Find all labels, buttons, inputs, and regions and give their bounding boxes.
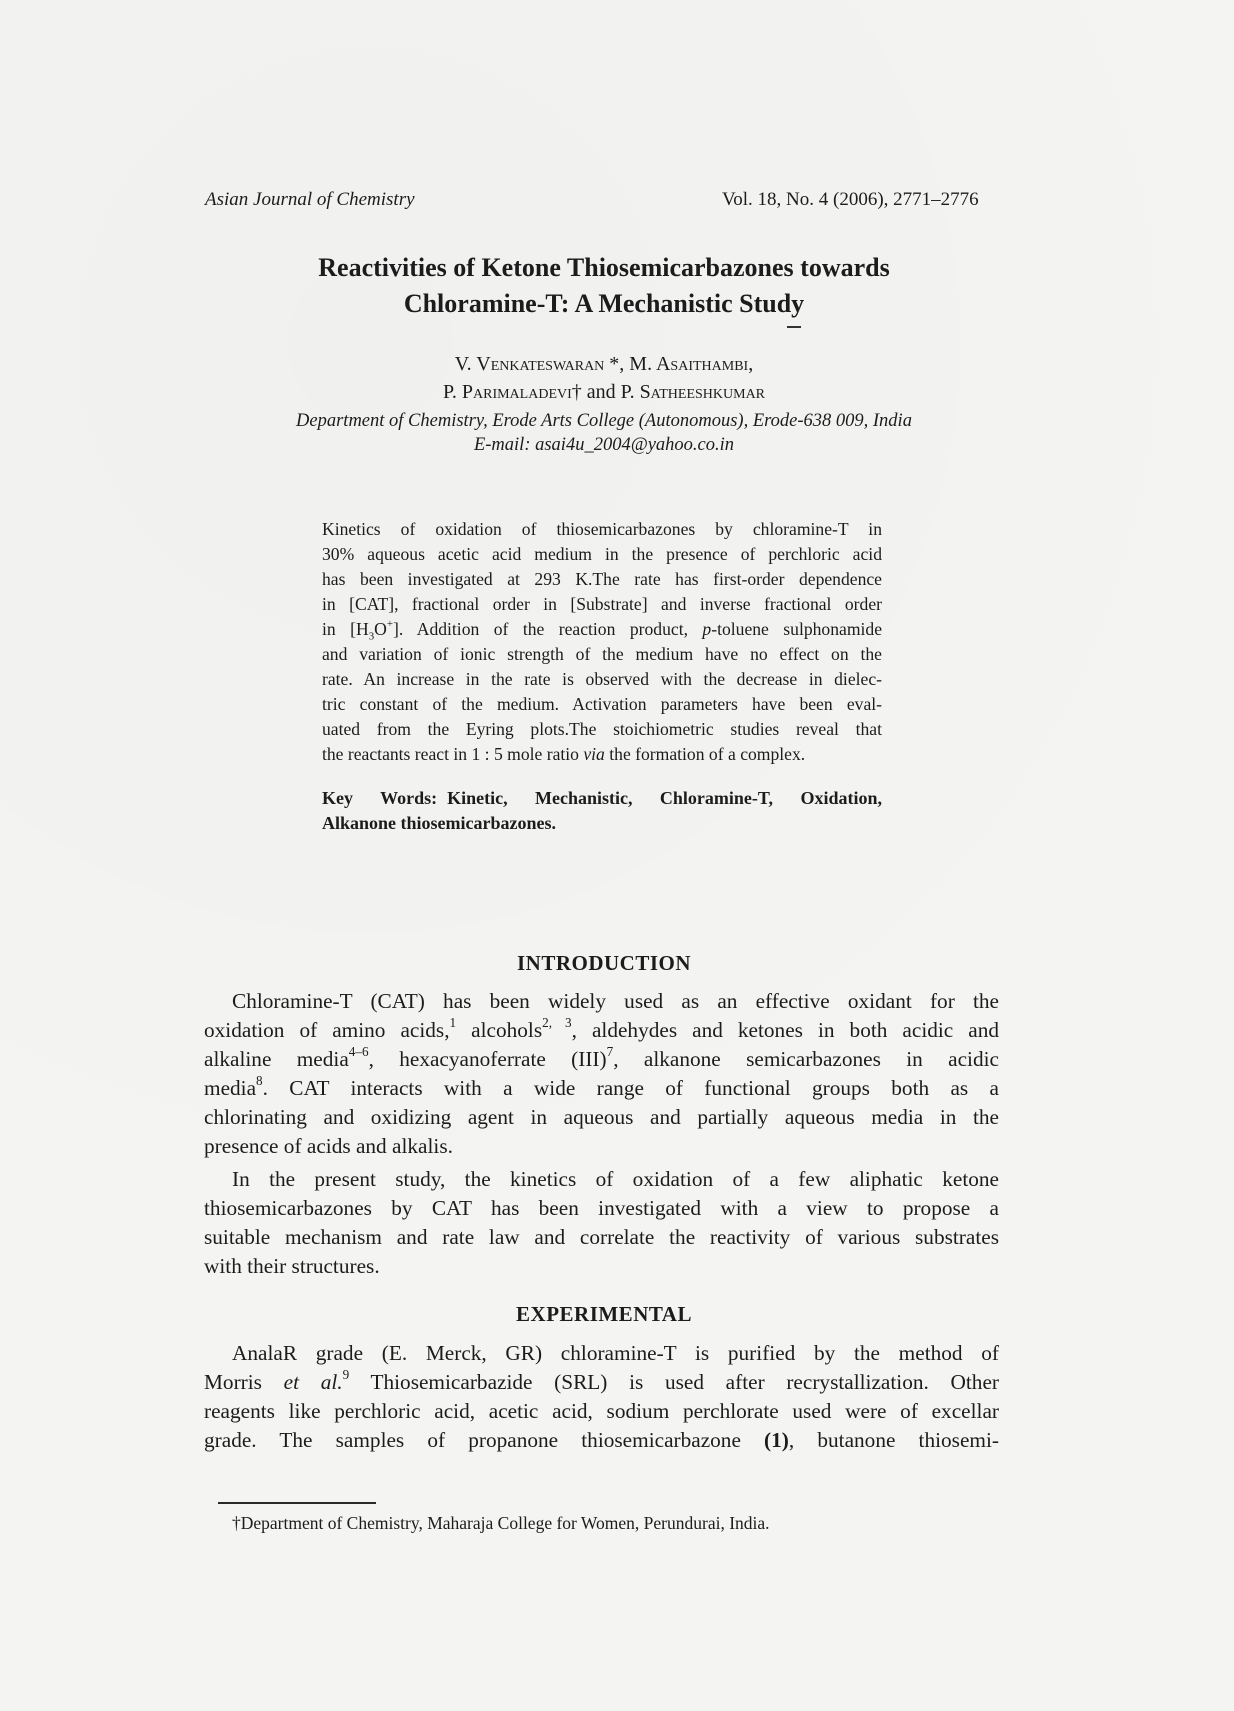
body-text: alkaline media bbox=[204, 1047, 349, 1071]
abstract-line bbox=[322, 617, 882, 642]
introduction-heading: INTRODUCTION bbox=[516, 951, 692, 975]
compound-label: (1) bbox=[764, 1428, 789, 1452]
abstract-text: in [H bbox=[322, 619, 369, 639]
abstract-line: has been investigated at 293 K.The rate has first-order dependence bbox=[322, 569, 882, 589]
body-line: Chloramine-T (CAT) has been widely used as an effective oxidant for the bbox=[232, 989, 999, 1013]
abstract-line: uated from the Eyring plots.The stoichiometric studies reveal that bbox=[322, 719, 882, 739]
body-line: thiosemicarbazones by CAT has been investigated with a view to propose a bbox=[204, 1196, 999, 1220]
title-underline-mark bbox=[787, 326, 801, 328]
italic-text: p bbox=[702, 619, 712, 639]
body-line: suitable mechanism and rate law and correlate the reactivity of various substrates bbox=[204, 1225, 999, 1249]
abstract-text: ]. Addition of the reaction product, bbox=[393, 619, 703, 639]
body-text: , hexacyanoferrate (III) bbox=[368, 1047, 607, 1071]
italic-text: et al. bbox=[283, 1370, 343, 1394]
abstract-text: the formation of a complex. bbox=[604, 744, 806, 764]
title-line-2: Chloramine-T: A Mechanistic Study bbox=[403, 289, 805, 318]
subscript: 3 bbox=[368, 630, 375, 643]
abstract-line: in [CAT], fractional order in [Substrate] and inverse fractional order bbox=[322, 594, 882, 614]
body-text: . CAT interacts with a wide range of functional groups both as a bbox=[262, 1076, 999, 1100]
superscript: + bbox=[386, 617, 394, 630]
citation-ref: 1 bbox=[449, 1014, 457, 1030]
citation-ref: 2, 3 bbox=[542, 1014, 572, 1030]
keywords-line-2: Alkanone thiosemicarbazones. bbox=[322, 813, 556, 833]
body-line: In the present study, the kinetics of oxidation of a few aliphatic ketone bbox=[232, 1167, 999, 1191]
volume-info: Vol. 18, No. 4 (2006), 2771–2776 bbox=[722, 189, 979, 210]
author-list bbox=[200, 350, 1008, 406]
introduction-paragraph-1 bbox=[204, 987, 999, 1161]
body-text: oxidation of amino acids, bbox=[204, 1018, 450, 1042]
body-text: media bbox=[204, 1076, 257, 1100]
author-parimaladevi: P. Parimaladevi† bbox=[442, 381, 582, 403]
body-text: grade. The samples of propanone thiosemicarbazone bbox=[204, 1428, 765, 1452]
experimental-paragraph-1 bbox=[204, 1339, 999, 1455]
keywords-label: Key Words: bbox=[322, 788, 438, 808]
abstract bbox=[322, 517, 882, 767]
keywords-text: Kinetic, Mechanistic, Chloramine-T, Oxidation, bbox=[447, 788, 882, 808]
body-line bbox=[204, 1368, 999, 1397]
body-text: Morris bbox=[204, 1370, 284, 1394]
body-text: , alkanone semicarbazones in acidic bbox=[613, 1047, 999, 1071]
author-satheeshkumar: P. Satheeshkumar bbox=[620, 381, 766, 403]
body-line bbox=[204, 1074, 999, 1103]
body-text: , butanone thiosemi- bbox=[788, 1428, 999, 1452]
department-line: Department of Chemistry, Erode Arts College (Autonomous), Erode-638 009, India bbox=[296, 411, 912, 431]
keywords-line-1 bbox=[322, 786, 882, 811]
italic-text: via bbox=[583, 744, 605, 764]
abstract-line: tric constant of the medium. Activation parameters have been eval- bbox=[322, 694, 882, 714]
email-line: E-mail: asai4u_2004@yahoo.co.in bbox=[473, 435, 735, 455]
abstract-line: Kinetics of oxidation of thiosemicarbazones by chloramine-T in bbox=[322, 519, 882, 539]
body-line bbox=[204, 1426, 999, 1455]
citation-ref: 8 bbox=[256, 1072, 263, 1088]
journal-name: Asian Journal of Chemistry bbox=[205, 189, 415, 210]
body-line bbox=[204, 1016, 999, 1045]
citation-ref: 7 bbox=[606, 1043, 614, 1059]
experimental-heading: EXPERIMENTAL bbox=[516, 1302, 692, 1326]
body-line: reagents like perchloric acid, acetic acid, sodium perchlorate used were of excellar bbox=[204, 1399, 999, 1423]
authors-and: and bbox=[581, 381, 621, 403]
body-text: , aldehydes and ketones in both acidic and bbox=[571, 1018, 1000, 1042]
authors-line-1: V. Venkateswaran *, M. Asaithambi, bbox=[454, 353, 754, 375]
body-text: alcohols bbox=[456, 1018, 543, 1042]
abstract-line: and variation of ionic strength of the medium have no effect on the bbox=[322, 644, 882, 664]
paper-title bbox=[200, 250, 1008, 322]
abstract-text: the reactants react in 1 : 5 mole ratio bbox=[322, 744, 584, 764]
footnote: †Department of Chemistry, Maharaja College for Women, Perundurai, India. bbox=[232, 1513, 770, 1533]
abstract-line: rate. An increase in the rate is observed with the decrease in dielec- bbox=[322, 669, 882, 689]
abstract-text: -toluene sulphonamide bbox=[711, 619, 883, 639]
affiliation bbox=[200, 409, 1008, 457]
citation-ref: 4–6 bbox=[348, 1043, 369, 1059]
abstract-line: 30% aqueous acetic acid medium in the presence of perchloric acid bbox=[322, 544, 882, 564]
title-line-1: Reactivities of Ketone Thiosemicarbazones towards bbox=[318, 253, 890, 282]
introduction-paragraph-2 bbox=[204, 1165, 999, 1281]
body-line bbox=[204, 1045, 999, 1074]
abstract-text: O bbox=[374, 619, 387, 639]
abstract-line bbox=[322, 742, 882, 767]
authors-line-2 bbox=[200, 378, 1008, 406]
body-line: AnalaR grade (E. Merck, GR) chloramine-T is purified by the method of bbox=[232, 1341, 999, 1365]
body-text: Thiosemicarbazide (SRL) is used after recrystallization. Other bbox=[349, 1370, 999, 1394]
keywords bbox=[322, 786, 882, 836]
footnote-rule bbox=[218, 1502, 376, 1504]
body-line: chlorinating and oxidizing agent in aqueous and partially aqueous media in the bbox=[204, 1105, 999, 1129]
citation-ref: 9 bbox=[342, 1366, 350, 1382]
body-line: with their structures. bbox=[204, 1254, 380, 1278]
body-line: presence of acids and alkalis. bbox=[204, 1134, 453, 1158]
